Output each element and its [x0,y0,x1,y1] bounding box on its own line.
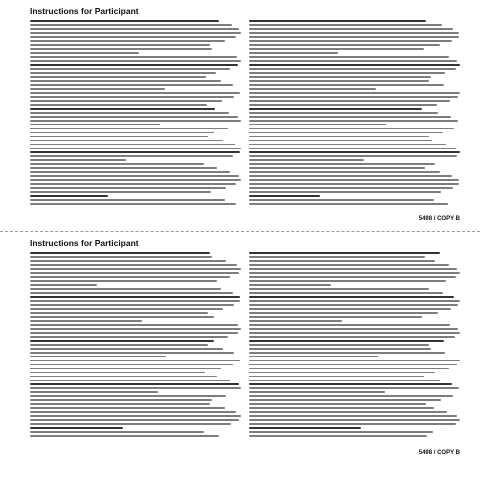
instruction-text-line [30,372,205,374]
instructions-heading: Instructions for Participant [30,238,139,248]
instructions-panel-bottom [30,238,460,460]
instruction-text-line [249,179,459,181]
instruction-text-line [249,88,376,90]
instruction-text-line [30,151,240,153]
instruction-text-line [249,284,331,286]
instruction-text-line [30,76,206,78]
instruction-text-line [249,264,449,266]
instructions-text-right [249,252,460,448]
instruction-text-line [249,199,434,201]
instruction-text-line [30,40,225,42]
instruction-text-line [30,296,240,298]
instruction-text-line [30,72,216,74]
instruction-text-line [249,24,442,26]
instruction-text-line [30,155,233,157]
instruction-text-line [249,272,460,274]
instruction-text-line [249,256,425,258]
instruction-text-line [30,187,226,189]
instruction-text-line [30,100,222,102]
instruction-text-line [30,171,230,173]
instruction-text-line [249,151,460,153]
instruction-text-line [249,155,457,157]
instruction-text-line [30,403,210,405]
instruction-text-line [30,179,241,181]
instruction-text-line [30,423,231,425]
instruction-text-line [249,403,426,405]
instruction-text-line [249,144,446,146]
instruction-text-line [249,399,441,401]
instruction-text-line [30,36,236,38]
instruction-text-line [30,364,233,366]
instruction-text-line [30,140,223,142]
instruction-text-line [249,407,434,409]
instruction-text-line [30,167,217,169]
form-copy-label: 5498 / COPY B [418,216,460,222]
instruction-text-line [30,264,237,266]
instruction-text-line [249,364,457,366]
instruction-text-line [249,352,445,354]
instruction-text-line [249,68,456,70]
instruction-text-line [30,332,238,334]
instruction-text-line [249,167,425,169]
instruction-text-line [30,256,212,258]
instruction-text-line [30,136,208,138]
instruction-text-line [249,100,450,102]
instruction-text-line [249,312,438,314]
instruction-text-line [249,391,385,393]
instruction-text-line [249,395,453,397]
instruction-text-line [249,175,452,177]
instruction-text-line [249,183,459,185]
instruction-text-line [30,92,240,94]
instruction-text-line [249,252,440,254]
instruction-text-line [249,372,435,374]
instructions-columns [30,252,460,448]
instruction-text-line [30,112,229,114]
instruction-text-line [249,324,450,326]
instruction-text-line [30,268,241,270]
instruction-text-line [249,344,429,346]
instruction-text-line [30,252,210,254]
instruction-text-line [30,360,240,362]
instruction-text-line [249,415,457,417]
instruction-text-line [249,171,440,173]
instruction-text-line [30,56,237,58]
instruction-text-line [30,284,97,286]
instruction-text-line [30,144,235,146]
instruction-text-line [249,60,457,62]
instruction-text-line [30,324,238,326]
instruction-text-line [249,292,443,294]
instruction-text-line [30,431,204,433]
instruction-text-line [249,336,455,338]
instruction-text-line [30,368,221,370]
instruction-text-line [30,427,123,429]
instruction-text-line [30,24,232,26]
instruction-text-line [30,292,233,294]
instruction-text-line [30,203,236,205]
instruction-text-line [249,52,338,54]
instruction-text-line [30,28,239,30]
instruction-text-line [249,304,458,306]
instruction-text-line [249,124,386,126]
instruction-text-line [30,300,240,302]
instruction-text-line [30,383,239,385]
instruction-text-line [30,344,208,346]
instruction-text-line [249,280,446,282]
instruction-text-line [30,336,228,338]
instruction-text-line [249,308,451,310]
instruction-text-line [249,163,435,165]
perforation-line [0,231,480,232]
instruction-text-line [30,435,219,437]
instruction-text-line [249,116,451,118]
instruction-text-line [249,340,444,342]
instruction-text-line [30,191,211,193]
instructions-text-left [30,20,241,216]
instruction-text-line [30,48,212,50]
instruction-text-line [30,380,230,382]
instruction-text-line [30,308,223,310]
instruction-text-line [30,304,234,306]
instruction-text-line [30,415,241,417]
instruction-text-line [249,419,460,421]
instruction-text-line [249,320,342,322]
instruction-text-line [30,280,217,282]
instruction-text-line [249,316,422,318]
instruction-text-line [30,80,221,82]
instruction-text-line [249,132,443,134]
instruction-text-line [249,48,424,50]
instruction-text-line [30,312,208,314]
instruction-text-line [249,296,454,298]
instruction-text-line [30,163,204,165]
instructions-text-right [249,20,460,216]
instruction-text-line [249,348,431,350]
instruction-text-line [249,84,444,86]
instruction-text-line [30,175,239,177]
instruction-text-line [249,92,460,94]
instruction-text-line [30,84,233,86]
instruction-text-line [30,64,238,66]
instructions-text-left [30,252,241,448]
instruction-text-line [249,431,433,433]
instruction-text-line [249,276,456,278]
instruction-text-line [249,80,429,82]
instruction-text-line [30,399,212,401]
instruction-text-line [249,387,459,389]
instruction-text-line [249,288,429,290]
instruction-text-line [30,108,215,110]
instruction-text-line [249,140,432,142]
instruction-text-line [249,136,429,138]
instruction-text-line [30,407,225,409]
instruction-text-line [249,368,449,370]
instruction-text-line [249,191,441,193]
form-copy-label: 5498 / COPY B [418,450,460,456]
instruction-text-line [249,72,445,74]
instruction-text-line [30,124,160,126]
instruction-text-line [30,320,142,322]
instructions-heading: Instructions for Participant [30,6,139,16]
instruction-text-line [249,411,447,413]
instruction-text-line [249,427,361,429]
instruction-text-line [249,96,458,98]
instruction-text-line [249,300,460,302]
instruction-text-line [30,159,126,161]
instruction-text-line [30,199,225,201]
instruction-text-line [30,340,214,342]
instruction-text-line [249,268,457,270]
instruction-text-line [30,419,239,421]
instruction-text-line [30,132,214,134]
instruction-text-line [30,52,139,54]
instruction-text-line [249,104,437,106]
instruction-text-line [249,20,426,22]
instruction-text-line [249,108,422,110]
instruction-text-line [249,203,448,205]
instruction-text-line [30,148,241,150]
instruction-text-line [30,352,234,354]
instruction-text-line [30,60,241,62]
instruction-text-line [249,260,435,262]
instruction-text-line [249,423,456,425]
instruction-text-line [249,328,458,330]
instruction-text-line [30,195,108,197]
instruction-text-line [249,112,438,114]
instruction-text-line [249,380,440,382]
instruction-text-line [249,36,459,38]
instruction-text-line [30,288,221,290]
instruction-text-line [30,411,236,413]
instruction-text-line [30,104,207,106]
instruction-text-line [249,120,458,122]
instruction-text-line [30,328,241,330]
instruction-text-line [30,116,238,118]
instruction-text-line [249,195,320,197]
instruction-text-line [249,32,459,34]
instruction-text-line [30,88,165,90]
instruction-text-line [30,356,166,358]
instruction-text-line [30,391,158,393]
instructions-columns [30,20,460,216]
instruction-text-line [249,40,452,42]
instruction-text-line [249,383,452,385]
instruction-text-line [249,44,440,46]
instruction-text-line [30,20,219,22]
instruction-text-line [249,76,431,78]
instruction-text-line [249,159,364,161]
instruction-text-line [30,44,210,46]
instruction-text-line [30,316,214,318]
instruction-text-line [249,28,453,30]
instruction-text-line [249,332,460,334]
instruction-text-line [249,360,460,362]
instruction-text-line [249,148,456,150]
instruction-text-line [30,96,234,98]
instruction-text-line [30,120,241,122]
instruction-text-line [249,64,460,66]
instruction-text-line [249,56,449,58]
instruction-text-line [249,187,453,189]
instruction-text-line [30,183,236,185]
instruction-text-line [30,260,226,262]
instruction-text-line [249,376,424,378]
instruction-text-line [30,128,228,130]
instruction-text-line [30,395,226,397]
instruction-text-line [249,356,378,358]
instruction-text-line [30,387,241,389]
instruction-text-line [30,376,217,378]
instruction-text-line [30,348,223,350]
instruction-text-line [30,272,239,274]
instruction-text-line [249,128,454,130]
instruction-text-line [249,435,427,437]
instruction-text-line [30,68,230,70]
instruction-text-line [30,32,241,34]
instruction-text-line [30,276,230,278]
instructions-panel-top [30,6,460,224]
